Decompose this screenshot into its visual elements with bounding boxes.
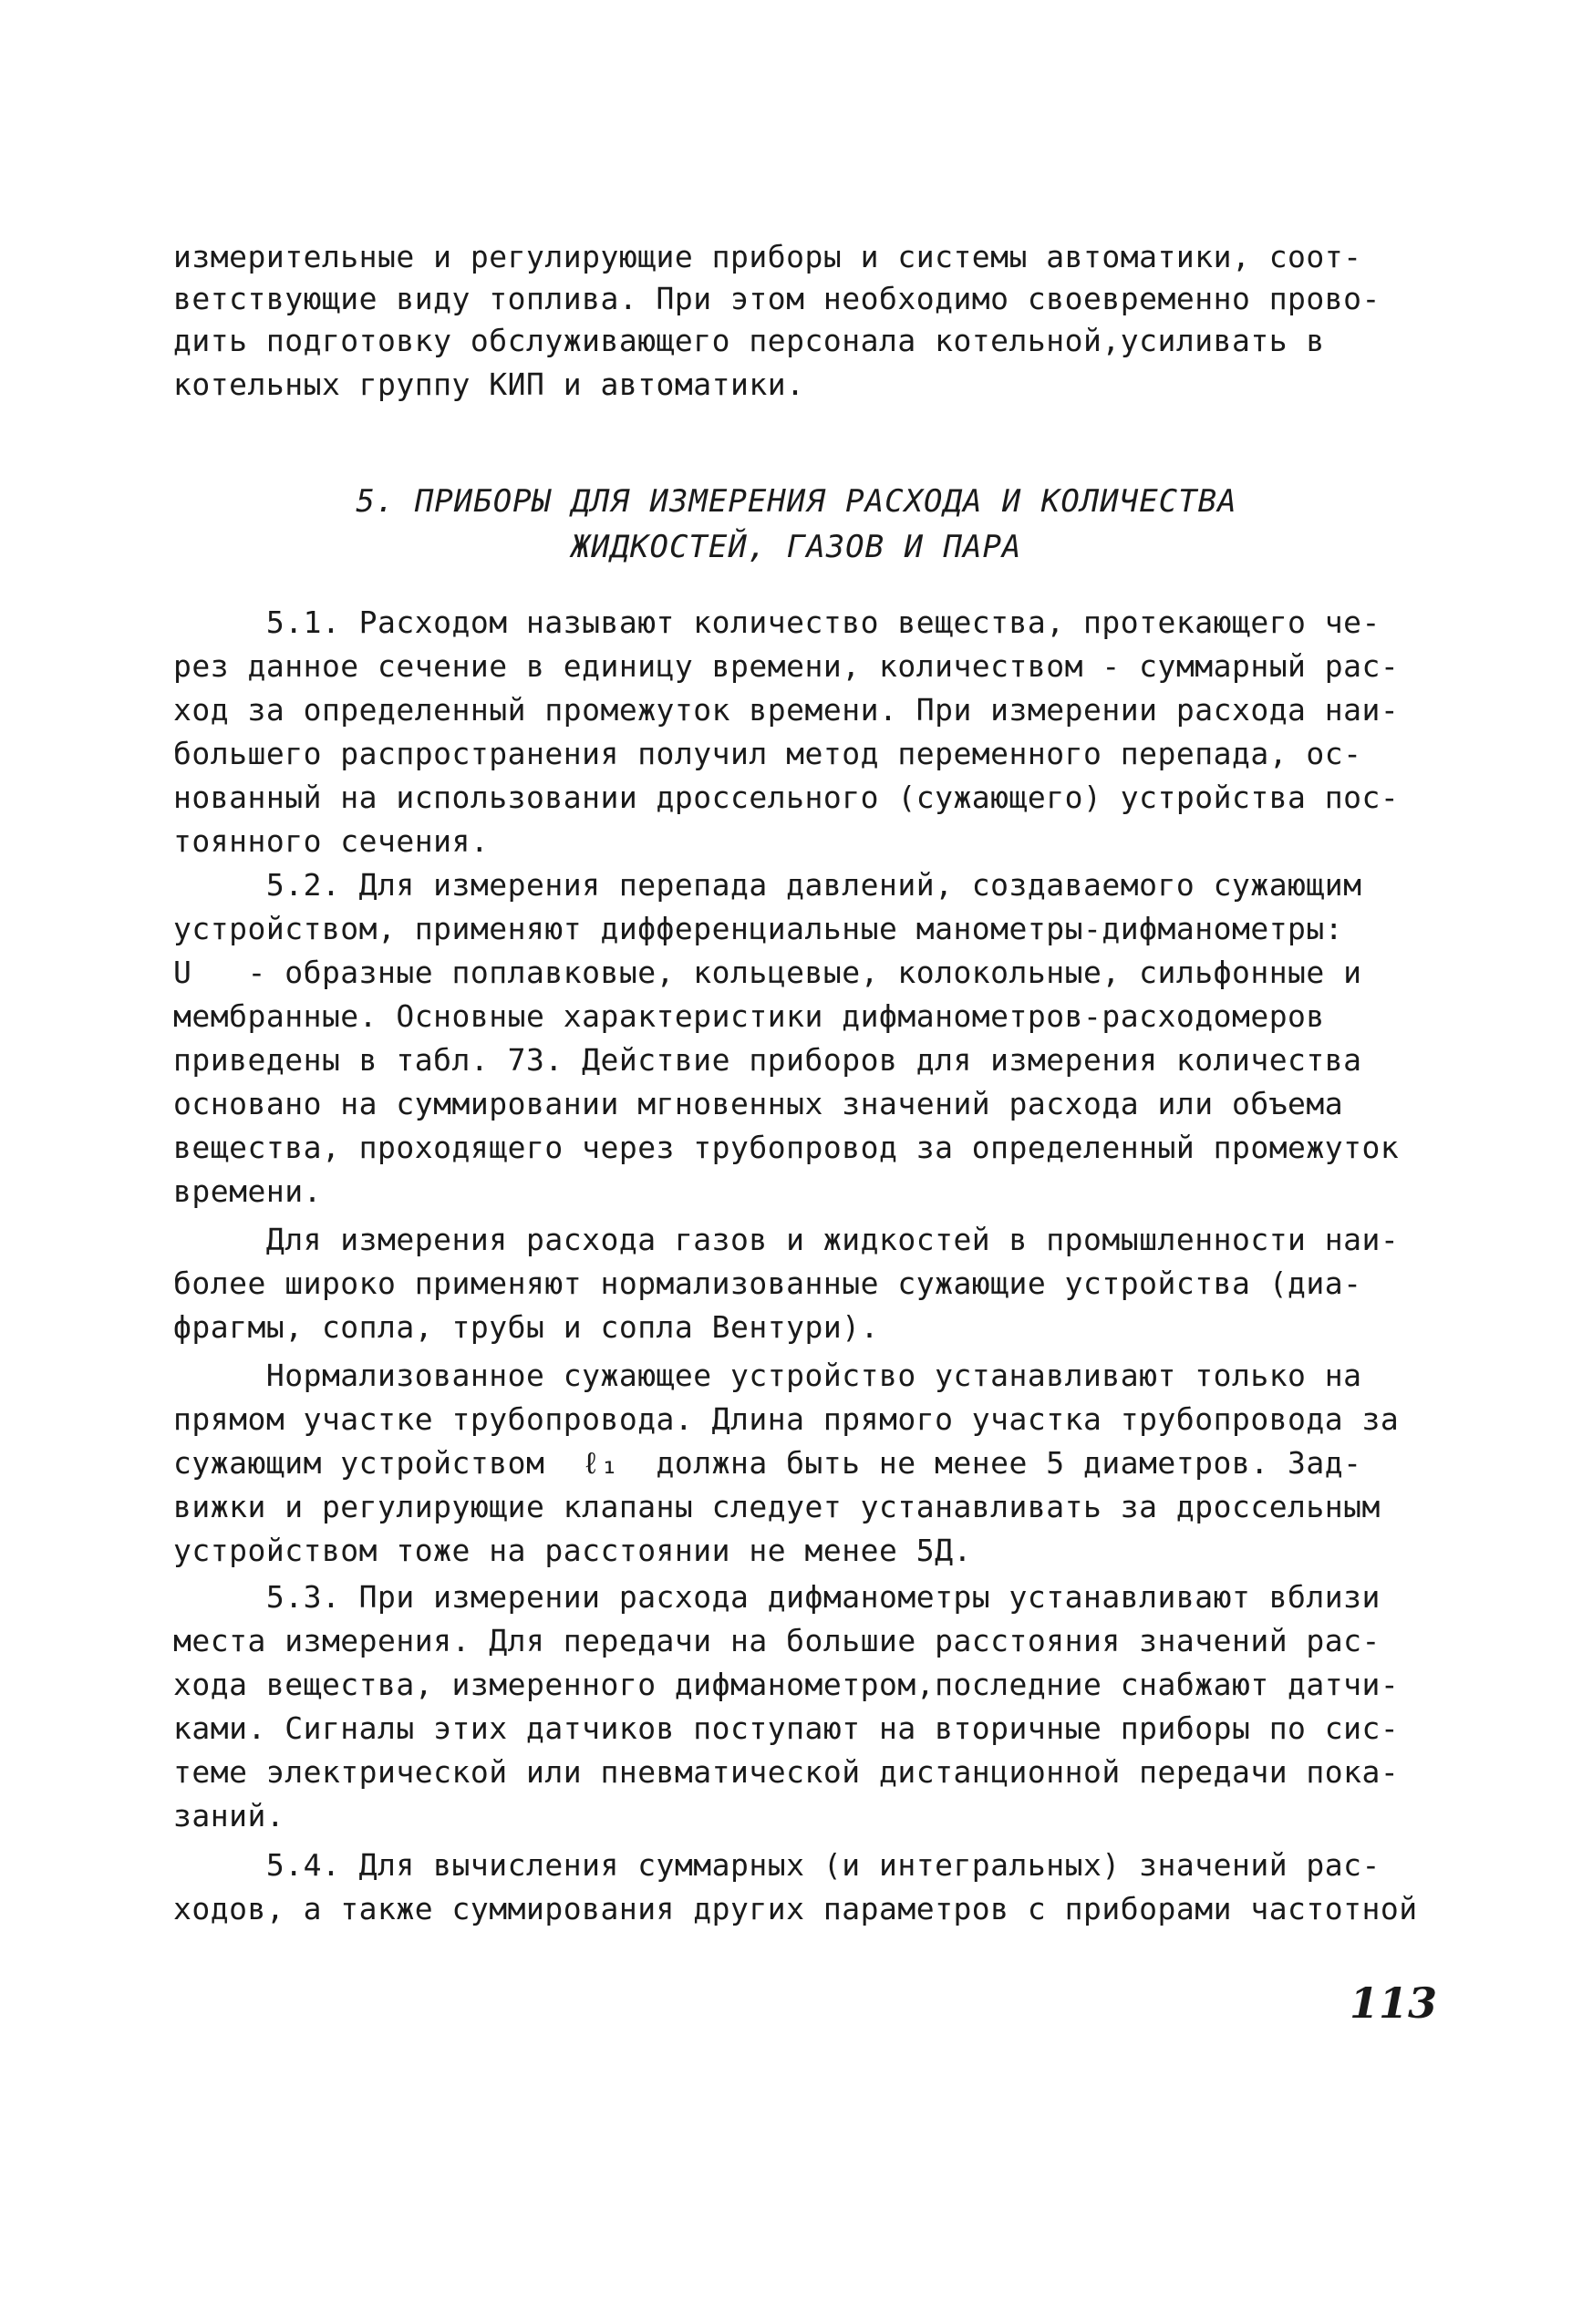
intro-line: дить подготовку обслуживающего персонала котельной,усиливать в: [173, 323, 1325, 358]
body-line: приведены в табл. 73. Действие приборов для измерения количества: [173, 1042, 1362, 1078]
intro-line: котельных группу КИП и автоматики.: [173, 367, 805, 402]
intro-line: ветствующие виду топлива. При этом необходимо своевременно прово-: [173, 281, 1381, 316]
body-line: Нормализованное сужающее устройство устанавливают только на: [173, 1358, 1362, 1393]
body-line: места измерения. Для передачи на большие расстояния значений рас-: [173, 1623, 1381, 1658]
body-line: тоянного сечения.: [173, 823, 490, 859]
section-heading: ЖИДКОСТЕЙ, ГАЗОВ И ПАРА: [571, 529, 1022, 565]
body-line: рез данное сечение в единицу времени, количеством - суммарный рас-: [173, 648, 1400, 684]
body-line: большего распространения получил метод переменного перепада, ос-: [173, 736, 1362, 771]
body-line: вещества, проходящего через трубопровод за определенный промежуток: [173, 1130, 1400, 1165]
body-line: устройством тоже на расстоянии не менее 5Д.: [173, 1533, 972, 1568]
body-line: U - образные поплавковые, кольцевые, колокольные, сильфонные и: [173, 955, 1362, 990]
body-line: хода вещества, измеренного дифманометром,последние снабжают датчи-: [173, 1667, 1400, 1702]
body-line: ходов, а также суммирования других параметров с приборами частотной: [173, 1891, 1418, 1926]
body-line: заний.: [173, 1798, 285, 1833]
body-line: 5.3. При измерении расхода дифманометры устанавливают вблизи: [173, 1579, 1381, 1615]
body-line: ход за определенный промежуток времени. При измерении расхода наи-: [173, 692, 1400, 728]
body-line: Для измерения расхода газов и жидкостей в промышленности наи-: [173, 1222, 1400, 1257]
body-line: прямом участке трубопровода. Длина прямого участка трубопровода за: [173, 1401, 1400, 1437]
section-heading: 5. ПРИБОРЫ ДЛЯ ИЗМЕРЕНИЯ РАСХОДА И КОЛИЧЕСТВА: [356, 483, 1237, 520]
body-line: 5.2. Для измерения перепада давлений, создаваемого сужающим: [173, 867, 1362, 903]
body-line: устройством, применяют дифференциальные манометры-дифманометры:: [173, 911, 1344, 946]
body-line: вижки и регулирующие клапаны следует устанавливать за дроссельным: [173, 1489, 1381, 1524]
body-line: теме электрической или пневматической дистанционной передачи пока-: [173, 1754, 1400, 1790]
body-line: 5.4. Для вычисления суммарных (и интегральных) значений рас-: [173, 1847, 1381, 1883]
body-line: нованный на использовании дроссельного (сужающего) устройства пос-: [173, 780, 1400, 815]
body-line: основано на суммировании мгновенных значений расхода или объема: [173, 1086, 1344, 1121]
body-line: времени.: [173, 1173, 322, 1209]
body-line: сужающим устройством ℓ₁ должна быть не менее 5 диаметров. Зад-: [173, 1445, 1362, 1481]
body-line: более широко применяют нормализованные сужающие устройства (диа-: [173, 1265, 1362, 1301]
body-line: ками. Сигналы этих датчиков поступают на вторичные приборы по сис-: [173, 1710, 1400, 1746]
body-line: 5.1. Расходом называют количество вещества, протекающего че-: [173, 604, 1381, 640]
intro-line: измерительные и регулирующие приборы и системы автоматики, соот-: [173, 239, 1362, 274]
body-line: мембранные. Основные характеристики дифманометров-расходомеров: [173, 998, 1325, 1034]
body-line: фрагмы, сопла, трубы и сопла Вентури).: [173, 1309, 879, 1345]
page-number: 113: [1350, 1978, 1438, 2028]
